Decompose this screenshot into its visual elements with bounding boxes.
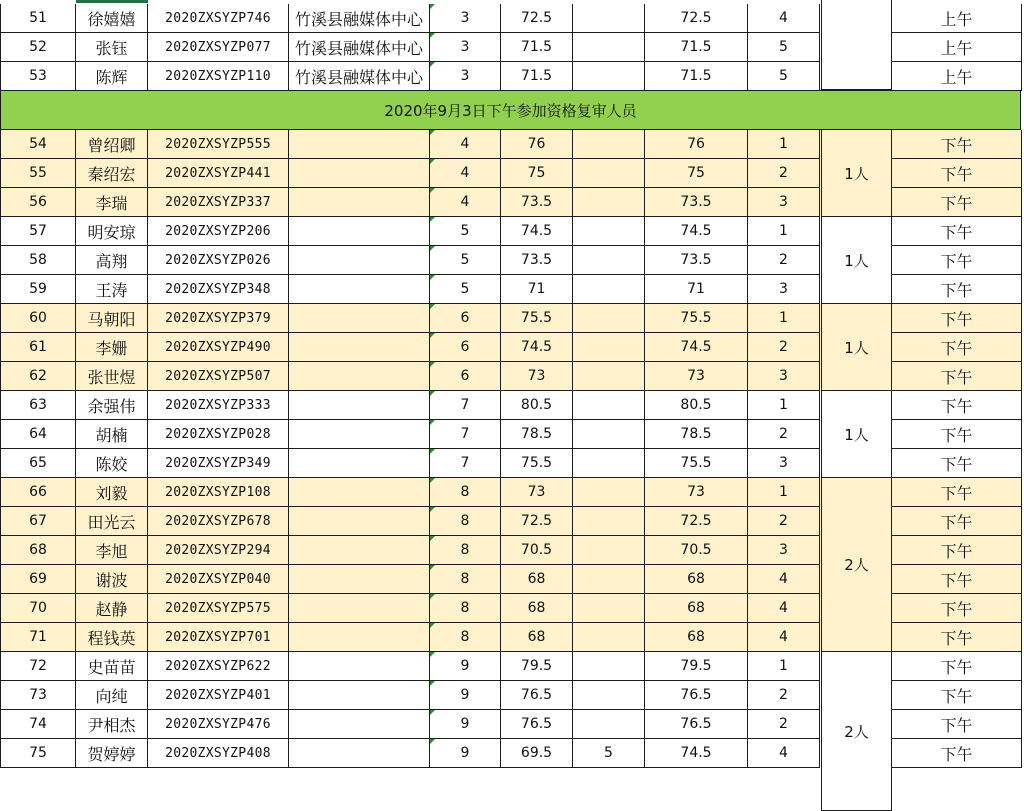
cell-written-score[interactable]: 71.5	[501, 33, 573, 62]
cell-time[interactable]: 下午	[892, 478, 1022, 507]
cell-no[interactable]: 73	[0, 681, 76, 710]
cell-written-score[interactable]: 75	[501, 159, 573, 188]
cell-rank[interactable]: 2	[748, 159, 820, 188]
cell-rank[interactable]: 1	[748, 478, 820, 507]
cell-post[interactable]: 5	[430, 246, 501, 275]
cell-name[interactable]: 史苗苗	[76, 652, 148, 681]
cell-bonus[interactable]	[573, 594, 645, 623]
merged-count-cell-top[interactable]	[821, 0, 892, 90]
cell-bonus[interactable]: 5	[573, 739, 645, 768]
cell-total-score[interactable]: 68	[645, 594, 748, 623]
cell-exam-id[interactable]: 2020ZXSYZP746	[148, 4, 289, 33]
cell-time[interactable]: 上午	[892, 4, 1022, 33]
cell-rank[interactable]: 3	[748, 275, 820, 304]
cell-name[interactable]: 高翔	[76, 246, 148, 275]
cell-unit[interactable]	[289, 130, 430, 159]
cell-post[interactable]: 8	[430, 478, 501, 507]
cell-no[interactable]: 67	[0, 507, 76, 536]
cell-rank[interactable]: 4	[748, 739, 820, 768]
cell-bonus[interactable]	[573, 159, 645, 188]
cell-bonus[interactable]	[573, 420, 645, 449]
cell-unit[interactable]: 竹溪县融媒体中心	[289, 33, 430, 62]
cell-written-score[interactable]: 70.5	[501, 536, 573, 565]
cell-bonus[interactable]	[573, 478, 645, 507]
cell-bonus[interactable]	[573, 565, 645, 594]
cell-name[interactable]: 陈辉	[76, 62, 148, 91]
cell-bonus[interactable]	[573, 333, 645, 362]
cell-total-score[interactable]: 72.5	[645, 4, 748, 33]
cell-post[interactable]: 4	[430, 188, 501, 217]
cell-total-score[interactable]: 79.5	[645, 652, 748, 681]
cell-post[interactable]: 3	[430, 33, 501, 62]
merged-count-cell[interactable]: 1人	[821, 391, 892, 478]
cell-time[interactable]: 下午	[892, 188, 1022, 217]
cell-unit[interactable]	[289, 159, 430, 188]
cell-unit[interactable]	[289, 275, 430, 304]
cell-post[interactable]: 7	[430, 449, 501, 478]
cell-no[interactable]: 57	[0, 217, 76, 246]
cell-exam-id[interactable]: 2020ZXSYZP294	[148, 536, 289, 565]
cell-bonus[interactable]	[573, 4, 645, 33]
cell-no[interactable]: 66	[0, 478, 76, 507]
cell-rank[interactable]: 1	[748, 652, 820, 681]
cell-bonus[interactable]	[573, 304, 645, 333]
cell-total-score[interactable]: 73	[645, 362, 748, 391]
cell-total-score[interactable]: 75	[645, 159, 748, 188]
cell-exam-id[interactable]: 2020ZXSYZP622	[148, 652, 289, 681]
cell-rank[interactable]: 2	[748, 420, 820, 449]
cell-no[interactable]: 61	[0, 333, 76, 362]
cell-post[interactable]: 8	[430, 565, 501, 594]
cell-total-score[interactable]: 74.5	[645, 333, 748, 362]
cell-exam-id[interactable]: 2020ZXSYZP408	[148, 739, 289, 768]
cell-name[interactable]: 李瑞	[76, 188, 148, 217]
cell-written-score[interactable]: 79.5	[501, 652, 573, 681]
cell-post[interactable]: 3	[430, 62, 501, 91]
cell-written-score[interactable]: 68	[501, 565, 573, 594]
cell-bonus[interactable]	[573, 275, 645, 304]
cell-exam-id[interactable]: 2020ZXSYZP110	[148, 62, 289, 91]
cell-unit[interactable]	[289, 217, 430, 246]
cell-time[interactable]: 下午	[892, 507, 1022, 536]
cell-unit[interactable]	[289, 507, 430, 536]
cell-unit[interactable]	[289, 536, 430, 565]
cell-exam-id[interactable]: 2020ZXSYZP555	[148, 130, 289, 159]
cell-total-score[interactable]: 73.5	[645, 246, 748, 275]
cell-time[interactable]: 下午	[892, 710, 1022, 739]
cell-rank[interactable]: 4	[748, 4, 820, 33]
cell-time[interactable]: 下午	[892, 420, 1022, 449]
cell-total-score[interactable]: 68	[645, 623, 748, 652]
cell-written-score[interactable]: 68	[501, 623, 573, 652]
cell-no[interactable]: 62	[0, 362, 76, 391]
cell-no[interactable]: 52	[0, 33, 76, 62]
cell-post[interactable]: 6	[430, 362, 501, 391]
cell-rank[interactable]: 2	[748, 710, 820, 739]
cell-written-score[interactable]: 68	[501, 594, 573, 623]
cell-post[interactable]: 9	[430, 710, 501, 739]
cell-post[interactable]: 8	[430, 623, 501, 652]
cell-unit[interactable]	[289, 362, 430, 391]
cell-unit[interactable]	[289, 246, 430, 275]
cell-time[interactable]: 下午	[892, 449, 1022, 478]
cell-unit[interactable]	[289, 333, 430, 362]
merged-count-cell[interactable]: 2人	[821, 652, 892, 811]
cell-rank[interactable]: 3	[748, 449, 820, 478]
cell-rank[interactable]: 4	[748, 565, 820, 594]
cell-total-score[interactable]: 68	[645, 565, 748, 594]
merged-count-cell[interactable]: 1人	[821, 217, 892, 304]
cell-total-score[interactable]: 70.5	[645, 536, 748, 565]
cell-written-score[interactable]: 78.5	[501, 420, 573, 449]
cell-exam-id[interactable]: 2020ZXSYZP476	[148, 710, 289, 739]
selected-column-indicator	[76, 0, 148, 3]
cell-rank[interactable]: 1	[748, 304, 820, 333]
cell-time[interactable]: 下午	[892, 246, 1022, 275]
cell-bonus[interactable]	[573, 391, 645, 420]
cell-written-score[interactable]: 76	[501, 130, 573, 159]
cell-exam-id[interactable]: 2020ZXSYZP490	[148, 333, 289, 362]
cell-total-score[interactable]: 71.5	[645, 33, 748, 62]
cell-name[interactable]: 程钱英	[76, 623, 148, 652]
cell-bonus[interactable]	[573, 362, 645, 391]
merged-count-cell[interactable]: 1人	[821, 130, 892, 217]
cell-total-score[interactable]: 73	[645, 478, 748, 507]
section-header: 2020年9月3日下午参加资格复审人员	[0, 90, 1021, 130]
cell-post[interactable]: 7	[430, 420, 501, 449]
cell-no[interactable]: 63	[0, 391, 76, 420]
cell-unit[interactable]	[289, 188, 430, 217]
cell-no[interactable]: 53	[0, 62, 76, 91]
cell-rank[interactable]: 2	[748, 681, 820, 710]
cell-bonus[interactable]	[573, 536, 645, 565]
cell-post[interactable]: 8	[430, 536, 501, 565]
cell-written-score[interactable]: 75.5	[501, 449, 573, 478]
cell-total-score[interactable]: 74.5	[645, 739, 748, 768]
cell-rank[interactable]: 2	[748, 333, 820, 362]
cell-unit[interactable]	[289, 652, 430, 681]
cell-post[interactable]: 8	[430, 594, 501, 623]
cell-bonus[interactable]	[573, 188, 645, 217]
cell-unit[interactable]: 竹溪县融媒体中心	[289, 4, 430, 33]
cell-written-score[interactable]: 74.5	[501, 217, 573, 246]
cell-rank[interactable]: 2	[748, 507, 820, 536]
cell-name[interactable]: 王涛	[76, 275, 148, 304]
cell-rank[interactable]: 1	[748, 391, 820, 420]
merged-count-cell[interactable]: 1人	[821, 304, 892, 391]
cell-written-score[interactable]: 69.5	[501, 739, 573, 768]
cell-name[interactable]: 明安琼	[76, 217, 148, 246]
cell-time[interactable]: 下午	[892, 333, 1022, 362]
cell-no[interactable]: 65	[0, 449, 76, 478]
cell-no[interactable]: 58	[0, 246, 76, 275]
cell-name[interactable]: 秦绍宏	[76, 159, 148, 188]
cell-exam-id[interactable]: 2020ZXSYZP028	[148, 420, 289, 449]
cell-written-score[interactable]: 72.5	[501, 4, 573, 33]
cell-no[interactable]: 60	[0, 304, 76, 333]
cell-unit[interactable]	[289, 391, 430, 420]
cell-time[interactable]: 下午	[892, 217, 1022, 246]
cell-no[interactable]: 74	[0, 710, 76, 739]
cell-unit[interactable]	[289, 478, 430, 507]
cell-written-score[interactable]: 71	[501, 275, 573, 304]
cell-exam-id[interactable]: 2020ZXSYZP349	[148, 449, 289, 478]
cell-rank[interactable]: 5	[748, 33, 820, 62]
cell-unit[interactable]	[289, 449, 430, 478]
cell-no[interactable]: 70	[0, 594, 76, 623]
cell-exam-id[interactable]: 2020ZXSYZP333	[148, 391, 289, 420]
cell-time[interactable]: 下午	[892, 391, 1022, 420]
cell-written-score[interactable]: 72.5	[501, 507, 573, 536]
cell-time[interactable]: 下午	[892, 130, 1022, 159]
cell-rank[interactable]: 5	[748, 62, 820, 91]
cell-total-score[interactable]: 71	[645, 275, 748, 304]
cell-total-score[interactable]: 75.5	[645, 449, 748, 478]
cell-bonus[interactable]	[573, 449, 645, 478]
cell-time[interactable]: 下午	[892, 594, 1022, 623]
cell-total-score[interactable]: 71.5	[645, 62, 748, 91]
cell-time[interactable]: 下午	[892, 565, 1022, 594]
cell-exam-id[interactable]: 2020ZXSYZP678	[148, 507, 289, 536]
cell-written-score[interactable]: 75.5	[501, 304, 573, 333]
cell-name[interactable]: 贺婷婷	[76, 739, 148, 768]
cell-time[interactable]: 下午	[892, 739, 1022, 768]
cell-exam-id[interactable]: 2020ZXSYZP379	[148, 304, 289, 333]
cell-name[interactable]: 陈姣	[76, 449, 148, 478]
cell-total-score[interactable]: 76.5	[645, 681, 748, 710]
cell-unit[interactable]	[289, 710, 430, 739]
cell-bonus[interactable]	[573, 217, 645, 246]
cell-bonus[interactable]	[573, 130, 645, 159]
cell-exam-id[interactable]: 2020ZXSYZP348	[148, 275, 289, 304]
cell-time[interactable]: 上午	[892, 62, 1022, 91]
cell-post[interactable]: 8	[430, 507, 501, 536]
merged-count-cell[interactable]: 2人	[821, 478, 892, 652]
cell-time[interactable]: 下午	[892, 536, 1022, 565]
cell-name[interactable]: 曾绍卿	[76, 130, 148, 159]
cell-no[interactable]: 69	[0, 565, 76, 594]
cell-name[interactable]: 马朝阳	[76, 304, 148, 333]
cell-total-score[interactable]: 72.5	[645, 507, 748, 536]
cell-post[interactable]: 9	[430, 652, 501, 681]
cell-post[interactable]: 5	[430, 217, 501, 246]
cell-name[interactable]: 李姗	[76, 333, 148, 362]
cell-rank[interactable]: 3	[748, 188, 820, 217]
cell-name[interactable]: 向纯	[76, 681, 148, 710]
cell-bonus[interactable]	[573, 623, 645, 652]
cell-total-score[interactable]: 80.5	[645, 391, 748, 420]
cell-post[interactable]: 5	[430, 275, 501, 304]
cell-total-score[interactable]: 78.5	[645, 420, 748, 449]
cell-rank[interactable]: 1	[748, 130, 820, 159]
cell-no[interactable]: 68	[0, 536, 76, 565]
cell-no[interactable]: 64	[0, 420, 76, 449]
cell-time[interactable]: 上午	[892, 33, 1022, 62]
cell-name[interactable]: 余强伟	[76, 391, 148, 420]
cell-written-score[interactable]: 76.5	[501, 710, 573, 739]
cell-post[interactable]: 7	[430, 391, 501, 420]
cell-exam-id[interactable]: 2020ZXSYZP441	[148, 159, 289, 188]
cell-post[interactable]: 3	[430, 4, 501, 33]
cell-unit[interactable]	[289, 304, 430, 333]
cell-no[interactable]: 54	[0, 130, 76, 159]
cell-rank[interactable]: 2	[748, 246, 820, 275]
cell-rank[interactable]: 4	[748, 594, 820, 623]
cell-bonus[interactable]	[573, 33, 645, 62]
cell-name[interactable]: 田光云	[76, 507, 148, 536]
cell-time[interactable]: 下午	[892, 362, 1022, 391]
cell-name[interactable]: 胡楠	[76, 420, 148, 449]
cell-bonus[interactable]	[573, 710, 645, 739]
cell-post[interactable]: 4	[430, 130, 501, 159]
cell-written-score[interactable]: 74.5	[501, 333, 573, 362]
cell-no[interactable]: 75	[0, 739, 76, 768]
cell-name[interactable]: 尹相杰	[76, 710, 148, 739]
cell-no[interactable]: 51	[0, 4, 76, 33]
cell-no[interactable]: 71	[0, 623, 76, 652]
cell-post[interactable]: 9	[430, 739, 501, 768]
cell-name[interactable]: 张钰	[76, 33, 148, 62]
cell-exam-id[interactable]: 2020ZXSYZP507	[148, 362, 289, 391]
cell-written-score[interactable]: 71.5	[501, 62, 573, 91]
cell-exam-id[interactable]: 2020ZXSYZP108	[148, 478, 289, 507]
cell-unit[interactable]	[289, 420, 430, 449]
cell-time[interactable]: 下午	[892, 652, 1022, 681]
cell-written-score[interactable]: 73	[501, 362, 573, 391]
cell-rank[interactable]: 3	[748, 536, 820, 565]
cell-bonus[interactable]	[573, 246, 645, 275]
cell-post[interactable]: 6	[430, 304, 501, 333]
cell-name[interactable]: 李旭	[76, 536, 148, 565]
cell-exam-id[interactable]: 2020ZXSYZP337	[148, 188, 289, 217]
cell-exam-id[interactable]: 2020ZXSYZP040	[148, 565, 289, 594]
cell-total-score[interactable]: 76.5	[645, 710, 748, 739]
cell-exam-id[interactable]: 2020ZXSYZP701	[148, 623, 289, 652]
cell-unit[interactable]	[289, 594, 430, 623]
cell-post[interactable]: 6	[430, 333, 501, 362]
cell-no[interactable]: 59	[0, 275, 76, 304]
cell-unit[interactable]	[289, 681, 430, 710]
cell-name[interactable]: 张世煜	[76, 362, 148, 391]
cell-name[interactable]: 谢波	[76, 565, 148, 594]
cell-bonus[interactable]	[573, 507, 645, 536]
cell-rank[interactable]: 1	[748, 217, 820, 246]
cell-name[interactable]: 徐嬉嬉	[76, 4, 148, 33]
cell-total-score[interactable]: 76	[645, 130, 748, 159]
cell-time[interactable]: 下午	[892, 159, 1022, 188]
cell-rank[interactable]: 3	[748, 362, 820, 391]
cell-written-score[interactable]: 73.5	[501, 188, 573, 217]
cell-no[interactable]: 55	[0, 159, 76, 188]
cell-written-score[interactable]: 73.5	[501, 246, 573, 275]
cell-bonus[interactable]	[573, 652, 645, 681]
cell-exam-id[interactable]: 2020ZXSYZP401	[148, 681, 289, 710]
cell-exam-id[interactable]: 2020ZXSYZP077	[148, 33, 289, 62]
cell-exam-id[interactable]: 2020ZXSYZP206	[148, 217, 289, 246]
cell-unit[interactable]	[289, 739, 430, 768]
cell-written-score[interactable]: 80.5	[501, 391, 573, 420]
cell-bonus[interactable]	[573, 62, 645, 91]
cell-no[interactable]: 72	[0, 652, 76, 681]
cell-unit[interactable]	[289, 623, 430, 652]
cell-name[interactable]: 赵静	[76, 594, 148, 623]
cell-total-score[interactable]: 75.5	[645, 304, 748, 333]
cell-unit[interactable]: 竹溪县融媒体中心	[289, 62, 430, 91]
cell-written-score[interactable]: 73	[501, 478, 573, 507]
cell-total-score[interactable]: 74.5	[645, 217, 748, 246]
cell-bonus[interactable]	[573, 681, 645, 710]
cell-written-score[interactable]: 76.5	[501, 681, 573, 710]
cell-time[interactable]: 下午	[892, 623, 1022, 652]
cell-no[interactable]: 56	[0, 188, 76, 217]
cell-time[interactable]: 下午	[892, 681, 1022, 710]
cell-name[interactable]: 刘毅	[76, 478, 148, 507]
cell-time[interactable]: 下午	[892, 275, 1022, 304]
cell-total-score[interactable]: 73.5	[645, 188, 748, 217]
cell-rank[interactable]: 4	[748, 623, 820, 652]
cell-exam-id[interactable]: 2020ZXSYZP026	[148, 246, 289, 275]
cell-exam-id[interactable]: 2020ZXSYZP575	[148, 594, 289, 623]
cell-unit[interactable]	[289, 565, 430, 594]
cell-post[interactable]: 4	[430, 159, 501, 188]
cell-time[interactable]: 下午	[892, 304, 1022, 333]
cell-post[interactable]: 9	[430, 681, 501, 710]
